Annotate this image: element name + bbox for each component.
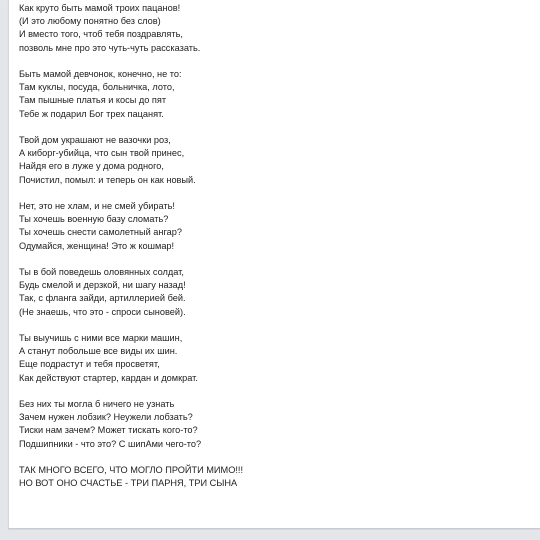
poem-line: Найдя его в луже у дома родного, [19,161,164,172]
poem-line: И вместо того, чтоб тебя поздравлять, [19,29,183,40]
poem-line: Почистил, помыл: и теперь он как новый. [19,174,196,185]
stanza-3 [19,134,529,187]
poem-line: Ты хочешь снести самолетный ангар? [19,227,182,238]
stanza-8 [19,464,529,490]
poem-line: А киборг-убийца, что сын твой принес, [19,148,185,159]
poem-line: Как действуют стартер, кардан и домкрат. [19,372,198,383]
poem-line: А станут побольше все виды их шин. [19,346,178,357]
poem-line: Одумайся, женщина! Это ж кошмар! [19,240,175,251]
poem-text [19,2,529,504]
stanza-4 [19,200,529,253]
poem-line: Ты хочешь военную базу сломать? [19,214,169,225]
poem-line: Ты выучишь с ними все марки машин, [19,333,183,343]
poem-line: Без них ты могла б ничего не узнать [19,399,175,409]
poem-line: Как круто быть мамой троих пацанов! [19,3,181,13]
post-card [8,0,540,529]
stanza-6 [19,332,529,385]
poem-line: Тебе ж подарил Бог трех пацанят. [19,108,164,119]
poem-line: Нет, это не хлам, и не смей убирать! [19,201,175,211]
poem-line: Зачем нужен лобзик? Неужели лобзать? [19,412,193,423]
poem-line: Там пышные платья и косы до пят [19,95,167,106]
poem-line: Еще подрастут и тебя просветят, [19,359,160,370]
poem-line: НО ВОТ ОНО СЧАСТЬЕ - ТРИ ПАРНЯ, ТРИ СЫНА [19,478,238,489]
poem-line: (И это любому понятно без слов) [19,16,161,27]
poem-line: Ты в бой поведешь оловянных солдат, [19,267,184,277]
page-bottom-strip [0,530,540,540]
stanza-1 [19,2,529,55]
poem-line: Тиски нам зачем? Может тискать кого-то? [19,425,198,436]
poem-line: Твой дом украшают не вазочки роз, [19,135,171,145]
poem-line: Будь смелой и дерзкой, ни шагу назад! [19,280,186,291]
poem-line: Подшипники - что это? С шипАми чего-то? [19,438,202,449]
stanza-7 [19,398,529,451]
poem-line: Там куклы, посуда, больничка, лото, [19,82,175,93]
poem-line: позволь мне про это чуть-чуть рассказать. [19,42,201,53]
poem-line: (Не знаешь, что это - спроси сыновей). [19,306,186,317]
poem-line: ТАК МНОГО ВСЕГО, ЧТО МОГЛО ПРОЙТИ МИМО!!! [19,465,243,475]
stanza-5 [19,266,529,319]
stanza-2 [19,68,529,121]
poem-line: Так, с фланга зайди, артиллерией бей. [19,293,186,304]
poem-line: Быть мамой девчонок, конечно, не то: [19,69,182,79]
